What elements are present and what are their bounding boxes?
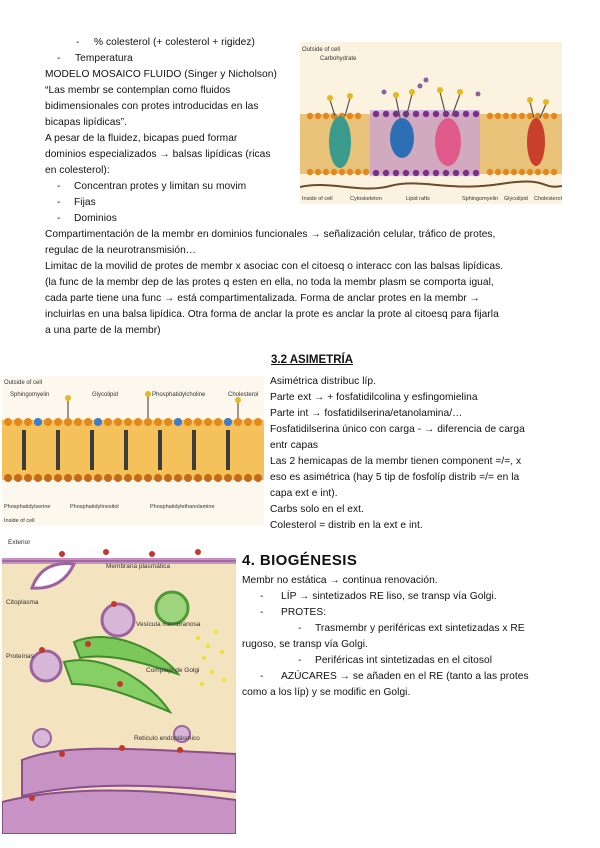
figure-asymmetric-bilayer — [2, 376, 264, 526]
asymmetry-line: entr capas — [270, 440, 319, 451]
biogenesis-sugars-cont: como a los líp) y se modific en Golgi. — [242, 687, 411, 698]
figure-lipid-rafts — [300, 42, 562, 204]
fig3-label: Citoplasma — [6, 599, 39, 606]
biogenesis-illustration — [2, 534, 236, 834]
fig1-label: Inside of cell — [302, 196, 333, 202]
asymmetry-line: eso es asimétrica (hay 5 tip de fosfolíp distrib =/= en la — [270, 472, 520, 483]
asymmetry-heading: 3.2 ASIMETRÍA — [271, 354, 354, 366]
list-dash: - — [260, 591, 264, 602]
list-dash: - — [57, 181, 61, 192]
fig1-label: Outside of cell — [302, 47, 341, 53]
biogenesis-transmembrane-cont: rugoso, se transp vía Golgi. — [242, 639, 368, 650]
biogenesis-intro: Membr no estática → continua renovación. — [242, 575, 438, 586]
fig1-label: Cholesterol — [534, 196, 562, 202]
fig2-label: Phosphatidylserine — [4, 504, 51, 510]
biogenesis-transmembrane: Trasmembr y periféricas ext sintetizadas x RE — [315, 623, 525, 634]
asymmetry-line: Las 2 hemicapas de la membr tienen component =/=, x — [270, 456, 522, 467]
fig2-label: Outside of cell — [4, 380, 43, 386]
biogenesis-peripheral: Periféricas int sintetizadas en el citosol — [315, 655, 493, 666]
domains-intro-line: A pesar de la fluidez, bicapas pued formar — [45, 133, 238, 144]
mosaic-quote-line: bicapas lipídicas”. — [45, 117, 127, 128]
domains-intro-line: en colesterol): — [45, 165, 110, 176]
paragraph-line: (la func de la membr dep de las protes q esten en ella, no toda la membr plasm se comporta igual, — [45, 277, 494, 288]
list-dash: - — [260, 671, 264, 682]
list-dash: - — [57, 213, 61, 224]
biogenesis-heading: 4. BIOGÉNESIS — [242, 552, 358, 569]
asymmetry-line: capa ext e int). — [270, 488, 338, 499]
asymmetry-line: Fosfatidilserina único con carga - → diferencia de carga — [270, 424, 525, 435]
asymmetry-line: Carbs solo en el ext. — [270, 504, 364, 515]
figure-biogenesis — [2, 534, 236, 834]
paragraph-line: Compartimentación de la membr en dominios funcionales → señalización celular, tráfico de protes, — [45, 229, 496, 240]
list-dash: - — [260, 607, 264, 618]
fig3-label: Exterior — [8, 539, 31, 546]
asymmetry-line: Parte int → fosfatidilserina/etanolamina/… — [270, 408, 463, 419]
biogenesis-sugars: AZÚCARES → se añaden en el RE (tanto a las protes — [281, 671, 529, 682]
list-dash: - — [298, 623, 302, 634]
fig3-label: Vesícula membranosa — [136, 621, 201, 628]
raft-item: Fijas — [74, 197, 96, 208]
asymmetry-line: Asimétrica distribuc líp. — [270, 376, 376, 387]
fig2-label: Glycolipid — [92, 392, 119, 398]
list-dash: - — [298, 655, 302, 666]
asymmetry-line: Parte ext → + fosfatidilcolina y esfingomielina — [270, 392, 478, 403]
mosaic-quote-line: bidimensionales con protes introducidas en las — [45, 101, 259, 112]
paragraph-line: a una parte de la membr) — [45, 325, 161, 336]
fig3-label: Proteínas — [6, 653, 34, 660]
biogenesis-lip: LÍP → sintetizados RE liso, se transp vía Golgi. — [281, 591, 497, 602]
fig2-label: Phosphatidylethanolamine — [150, 504, 215, 510]
fig2-label: Cholesterol — [228, 392, 259, 398]
fig1-label: Carbohydrate — [320, 56, 357, 62]
asymmetry-line: Colesterol = distrib en la ext e int. — [270, 520, 423, 531]
domains-intro-line: dominios especializados → balsas lipídicas (ricas — [45, 149, 271, 160]
fig1-label: Sphingomyelin — [462, 196, 499, 202]
list-dash: - — [57, 53, 61, 64]
list-dash: - — [76, 37, 80, 48]
raft-item: Dominios — [74, 213, 117, 224]
fig2-label: Sphingomyelin — [10, 392, 50, 398]
fig1-label: Lipid rafts — [406, 196, 430, 202]
fig3-label: Complejo de Golgi — [146, 667, 200, 674]
raft-item: Concentran protes y limitan su movim — [74, 181, 247, 192]
paragraph-line: regulac de la neurotransmisión… — [45, 245, 197, 256]
list-item-temperatura: Temperatura — [75, 53, 133, 64]
asymmetric-bilayer-illustration — [2, 376, 264, 526]
fig3-label: Membrana plasmática — [106, 563, 170, 570]
mosaic-heading: MODELO MOSAICO FLUIDO (Singer y Nicholson) — [45, 69, 277, 80]
fig1-label: Cytoskeleton — [350, 196, 382, 202]
lipid-raft-illustration — [300, 42, 562, 204]
list-item-colesterol: % colesterol (+ colesterol + rigidez) — [94, 37, 255, 48]
fig1-label: Glycolipid — [504, 196, 528, 202]
paragraph-line: Limitac de la movilid de protes de membr x asociac con el citoesq o interacc con las balsas lipídicas. — [45, 261, 504, 272]
fig2-label: Inside of cell — [4, 518, 35, 524]
paragraph-line: cada parte tiene una func → está compartimentalizada. Forma de anclar protes en la membr → — [45, 293, 480, 304]
list-dash: - — [57, 197, 61, 208]
fig3-label: Retículo endoplásmico — [134, 735, 200, 742]
fig2-label: Phosphatidylinositol — [70, 504, 119, 510]
paragraph-line: incluirlas en una balsa lipídica. Otra forma de anclar la prote es anclar la prote al citoesq para fijarla — [45, 309, 499, 320]
fig2-label: Phosphatidylcholine — [152, 392, 206, 398]
mosaic-quote-line: “Las membr se contemplan como fluidos — [45, 85, 231, 96]
biogenesis-protes: PROTES: — [281, 607, 327, 618]
